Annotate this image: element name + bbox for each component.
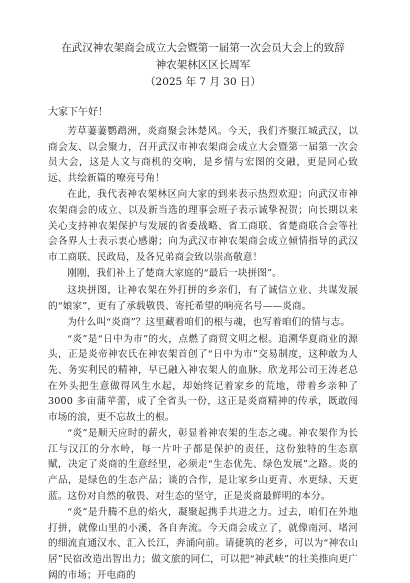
- date-line: （2025 年 7 月 30 日）: [145, 76, 261, 88]
- greeting: 大家下午好！: [48, 107, 108, 118]
- paragraph: 芳草萋萋鹦鹉洲，炎商聚会沐楚风。今天，我们齐聚江城武汉，以商会友、以会聚力，召开武汉市神农架商会成立大会暨第一届第一次会员大会，这是人文与商机的交响，是乡情与宏图的交融，更是同心致远、共绘新篇的嘹亮号角！: [48, 126, 358, 184]
- document-title: 在武汉神农架商会成立大会暨第一届第一次会员大会上的致辞: [61, 42, 345, 54]
- paragraph: 刚刚，我们补上了楚商大家庭的“最后一块拼图”。: [67, 268, 282, 280]
- paragraph: “炎”是升腾不息的焰火，凝聚起携手共进之力。过去，咱们在外地打拼，就像山里的小溪，各自奔流。今天商会成立了，就像南河、堵河的细流直通汉水、汇入长江，奔涌向前。请捷筑的老乡，可以为“神农山居”民宿改造出智出力；做文旅的同仁，可以把“神武峡”的壮美推向更广阔的市场；开电商的: [48, 507, 358, 581]
- paragraph: 为什么叫“炎商”？这里藏着咱们的根与魂，也写着咱们的情与志。: [67, 317, 351, 329]
- document-header: [48, 40, 358, 91]
- speaker-line: 神农架林区区长周军: [155, 59, 251, 71]
- paragraph: 这块拼图，让神农架在外打拼的乡亲们，有了诚信立业、共谋发展的“娘家”，更有了承载敬畏、寄托希望的响亮名号——炎商。: [48, 284, 358, 312]
- paragraph: “炎”是“日中为市”的火，点燃了商贸文明之根。追溯华夏商业的源头，正是炎帝神农氏在神农架首创了“日中为市”交易制度，这种敢为人先、务实利民的精神，早已融入神农架人的血脉。欣龙邦公司王涛老总在外头把生意做得风生水起，却始终记着家乡的荒地，带着乡亲种了 3000 多亩蒲苹蕾，成了全省头一份，这正是炎商精神的传承，既敢闯市场的浪，更不忘故土的根。: [48, 333, 358, 423]
- paragraph: 在此，我代表神农架林区向大家的到来表示热烈欢迎；向武汉市神农架商会的成立、以及新当选的理事会班子表示诚挚祝贺；向长期以来关心支持神农架保护与发展的省委战略、省工商联、省楚商联合会等社会各界人士表示衷心感谢；向为武汉市神农架商会成立倾情指导的武汉市工商联、民政局，及各兄弟商会致以崇高敬意！: [48, 189, 358, 263]
- paragraph: “炎”是顺天应时的薪火，彰显着神农架的生态之魂。神农架作为长江与汉江的分水岭，每一片叶子都是保护的责任，这份独特的生态禀赋，决定了炎商的生意经里，必须走“生态优先、绿色发展”之路。炎的产品，是绿色的生态产品；谈的合作，是让家乡山更青、水更绿、天更蓝。这份对自然的敬畏、对生态的坚守，正是炎商最鲜明的本分。: [48, 428, 358, 502]
